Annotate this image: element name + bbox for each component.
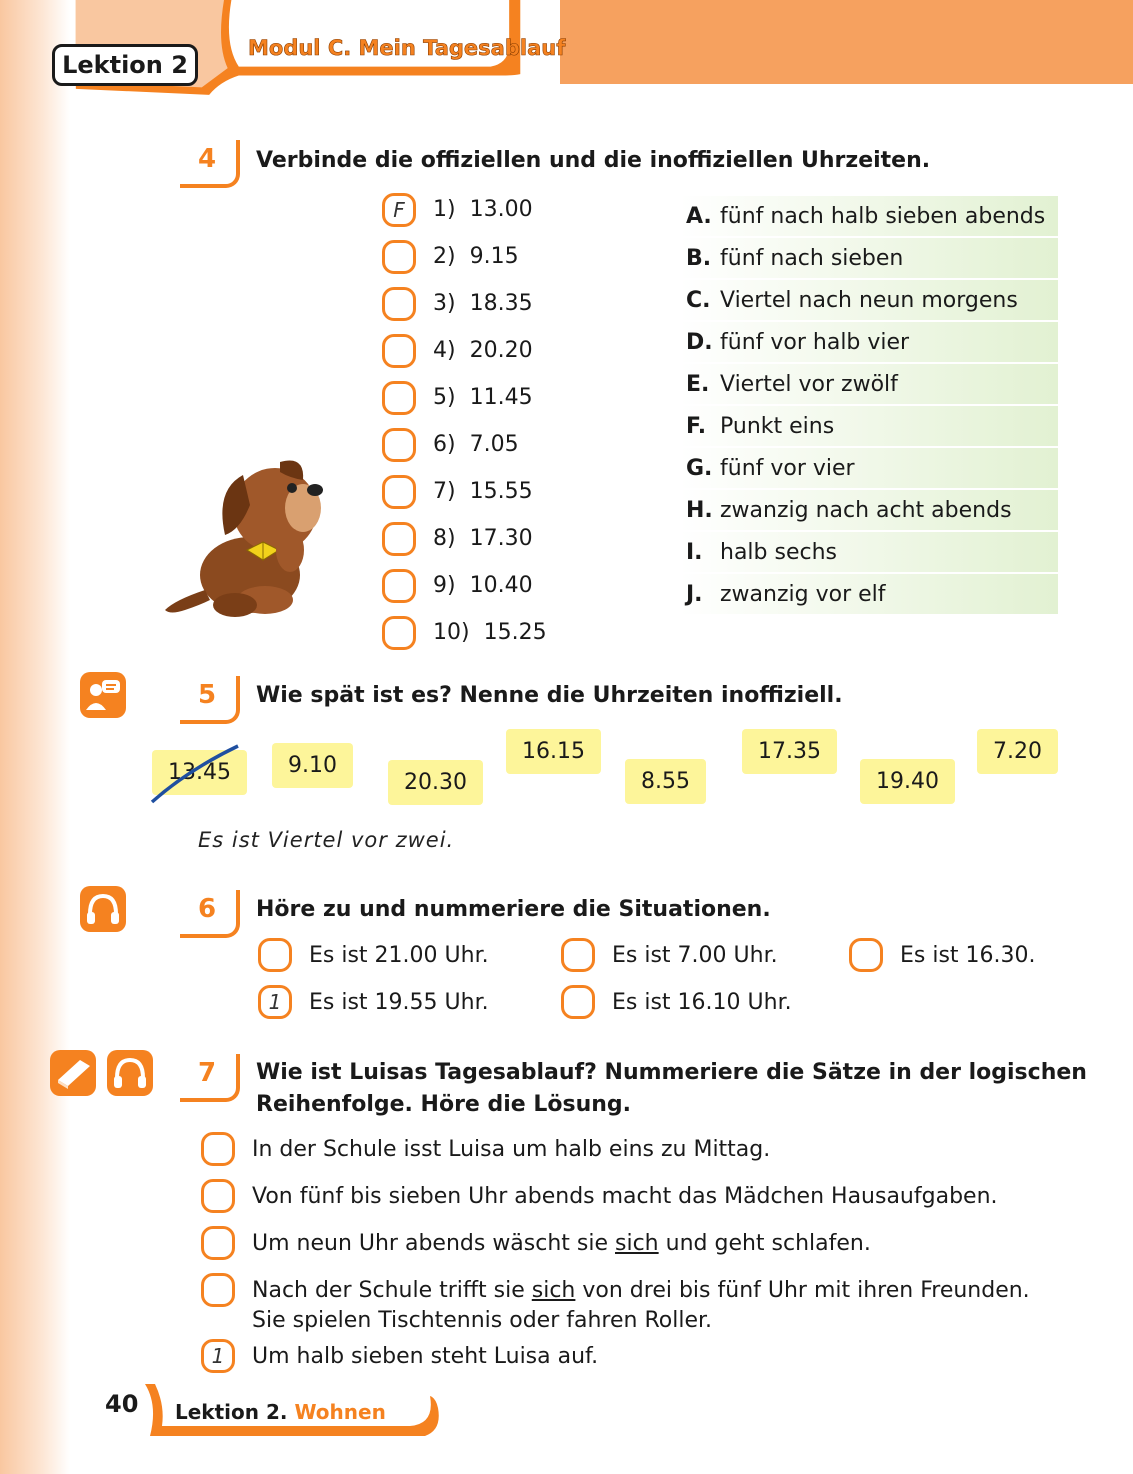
- option-row: H. zwanzig nach acht abends: [680, 490, 1058, 532]
- time-item: 8) 17.30: [433, 526, 533, 551]
- answer-box[interactable]: [201, 1273, 235, 1307]
- exercise-instruction-line1: Wie ist Luisas Tagesablauf? Nummeriere die Sätze in der logischen: [256, 1060, 1087, 1085]
- answer-box[interactable]: [201, 1179, 235, 1213]
- option-row: F. Punkt eins: [680, 406, 1058, 448]
- time-item: 3) 18.35: [433, 291, 533, 316]
- answer-box[interactable]: 1: [201, 1339, 235, 1373]
- answer-box[interactable]: F: [382, 193, 416, 227]
- time-item: 5) 11.45: [433, 385, 533, 410]
- answer-box[interactable]: [258, 938, 292, 972]
- option-row: C. Viertel nach neun morgens: [680, 280, 1058, 322]
- time-item: 2) 9.15: [433, 244, 519, 269]
- module-title: Modul C. Mein Tagesablauf: [248, 36, 566, 60]
- time-tag: 19.40: [860, 759, 955, 804]
- footer-topic: Wohnen: [294, 1400, 386, 1424]
- option-row: I. halb sechs: [680, 532, 1058, 574]
- book-icon: [50, 1050, 96, 1096]
- option-row: G. fünf vor vier: [680, 448, 1058, 490]
- time-item: 7) 15.55: [433, 479, 533, 504]
- time-tag: 9.10: [272, 743, 353, 788]
- time-item: 1) 13.00: [433, 197, 533, 222]
- sentence-item-continuation: Sie spielen Tischtennis oder fahren Roller.: [252, 1308, 712, 1333]
- page-number: 40: [105, 1390, 139, 1418]
- situation-item: Es ist 16.10 Uhr.: [612, 990, 792, 1015]
- answer-box[interactable]: [382, 522, 416, 556]
- option-row: A. fünf nach halb sieben abends: [680, 196, 1058, 238]
- time-item: 6) 7.05: [433, 432, 519, 457]
- headphones-icon: [80, 886, 126, 932]
- answer-box[interactable]: [201, 1226, 235, 1260]
- speech-bubble-icon: [80, 672, 126, 718]
- time-tag: 20.30: [388, 760, 483, 805]
- answer-box[interactable]: 1: [258, 985, 292, 1019]
- sentence-item: Um halb sieben steht Luisa auf.: [252, 1344, 599, 1369]
- option-row: E. Viertel vor zwölf: [680, 364, 1058, 406]
- exercise-number: 6: [197, 894, 217, 924]
- exercise-instruction-line2: Reihenfolge. Höre die Lösung.: [256, 1092, 632, 1117]
- sentence-item: Um neun Uhr abends wäscht sie sich und geht schlafen.: [252, 1231, 871, 1256]
- exercise-instruction: Verbinde die offiziellen und die inoffiziellen Uhrzeiten.: [256, 148, 931, 173]
- time-tag: 17.35: [742, 729, 837, 774]
- answer-box[interactable]: [382, 381, 416, 415]
- exercise-number: 7: [197, 1058, 217, 1088]
- option-row: J. zwanzig vor elf: [680, 574, 1058, 616]
- answer-box[interactable]: [382, 428, 416, 462]
- answer-box[interactable]: [382, 569, 416, 603]
- answer-box[interactable]: [849, 938, 883, 972]
- situation-item: Es ist 21.00 Uhr.: [309, 943, 489, 968]
- answer-box[interactable]: [382, 287, 416, 321]
- situation-item: Es ist 16.30.: [900, 943, 1036, 968]
- headphones-icon: [107, 1050, 153, 1096]
- answer-box[interactable]: [382, 475, 416, 509]
- exercise-number: 4: [197, 144, 217, 174]
- lesson-badge: Lektion 2: [52, 44, 198, 86]
- answer-box[interactable]: [382, 334, 416, 368]
- time-item: 9) 10.40: [433, 573, 533, 598]
- left-margin-gradient: [0, 0, 70, 1474]
- strike-check-mark: [148, 740, 244, 806]
- time-tag: 7.20: [977, 729, 1058, 774]
- time-item: 4) 20.20: [433, 338, 533, 363]
- answer-box[interactable]: [201, 1132, 235, 1166]
- time-tag: 13.45: [152, 750, 247, 795]
- exercise-instruction: Höre zu und nummeriere die Situationen.: [256, 897, 771, 922]
- sentence-item: In der Schule isst Luisa um halb eins zu Mittag.: [252, 1137, 771, 1162]
- sentence-item: Nach der Schule trifft sie sich von drei bis fünf Uhr mit ihren Freunden.: [252, 1278, 1030, 1303]
- situation-item: Es ist 19.55 Uhr.: [309, 990, 489, 1015]
- exercise-number: 5: [197, 680, 217, 710]
- answer-box[interactable]: [382, 616, 416, 650]
- option-row: D. fünf vor halb vier: [680, 322, 1058, 364]
- header-band: [560, 0, 1133, 84]
- sentence-item: Von fünf bis sieben Uhr abends macht das Mädchen Hausaufgaben.: [252, 1184, 998, 1209]
- footer-lesson: Lektion 2. Wohnen: [175, 1400, 386, 1424]
- time-tag: 8.55: [625, 759, 706, 804]
- time-tag: 16.15: [506, 729, 601, 774]
- answer-box[interactable]: [382, 240, 416, 274]
- puppy-illustration: [155, 450, 335, 625]
- answer-box[interactable]: [561, 985, 595, 1019]
- situation-item: Es ist 7.00 Uhr.: [612, 943, 778, 968]
- handwritten-example: Es ist Viertel vor zwei.: [198, 828, 455, 852]
- answer-box[interactable]: [561, 938, 595, 972]
- exercise-instruction: Wie spät ist es? Nenne die Uhrzeiten inoffiziell.: [256, 683, 843, 708]
- option-row: B. fünf nach sieben: [680, 238, 1058, 280]
- time-item: 10) 15.25: [433, 620, 547, 645]
